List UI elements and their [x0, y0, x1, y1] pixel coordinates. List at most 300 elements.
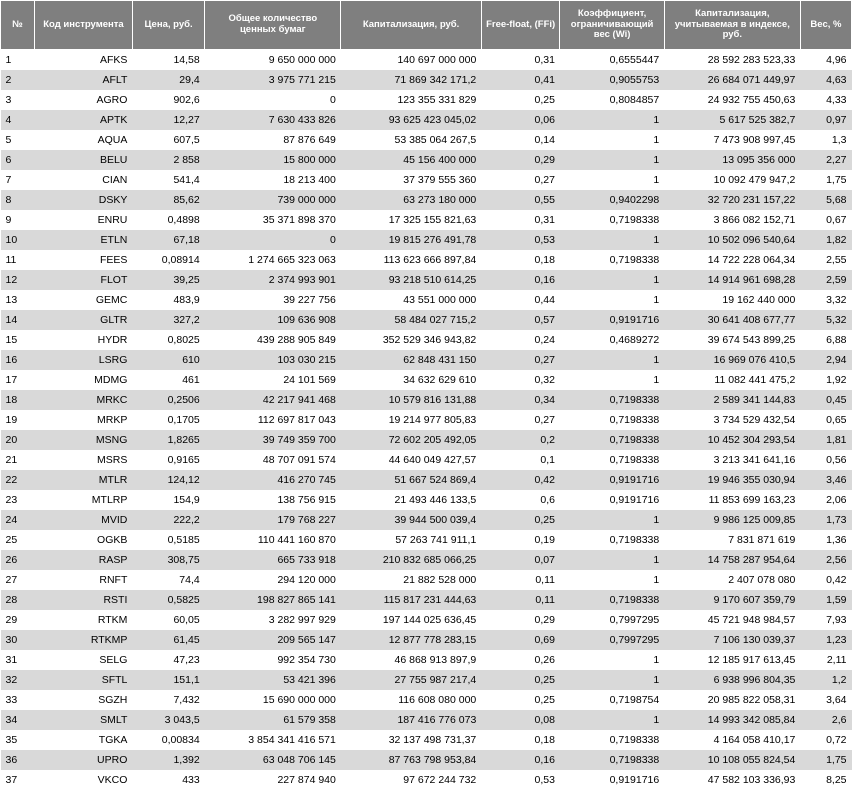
cell-weight-coefficient: 0,9191716 — [560, 490, 664, 510]
cell-number: 11 — [1, 250, 35, 270]
cell-instrument-code: GLTR — [35, 310, 133, 330]
cell-number: 29 — [1, 610, 35, 630]
cell-instrument-code: MDMG — [35, 370, 133, 390]
cell-capitalization: 197 144 025 636,45 — [341, 610, 481, 630]
cell-capitalization: 71 869 342 171,2 — [341, 70, 481, 90]
cell-total-securities: 61 579 358 — [205, 710, 341, 730]
cell-capitalization: 21 882 528 000 — [341, 570, 481, 590]
cell-weight-coefficient: 1 — [560, 550, 664, 570]
cell-number: 10 — [1, 230, 35, 250]
cell-free-float: 0,11 — [481, 590, 560, 610]
cell-free-float: 0,24 — [481, 330, 560, 350]
cell-instrument-code: SELG — [35, 650, 133, 670]
cell-weight-coefficient: 0,9191716 — [560, 310, 664, 330]
cell-instrument-code: MSNG — [35, 430, 133, 450]
cell-instrument-code: UPRO — [35, 750, 133, 770]
cell-free-float: 0,07 — [481, 550, 560, 570]
cell-free-float: 0,53 — [481, 770, 560, 790]
cell-capitalization: 210 832 685 066,25 — [341, 550, 481, 570]
cell-weight-percent: 1,81 — [800, 430, 851, 450]
cell-index-capitalization: 14 722 228 064,34 — [664, 250, 800, 270]
table-row — [1, 610, 852, 630]
cell-weight-percent: 2,56 — [800, 550, 851, 570]
cell-weight-percent: 5,32 — [800, 310, 851, 330]
cell-total-securities: 665 733 918 — [205, 550, 341, 570]
cell-instrument-code: TGKA — [35, 730, 133, 750]
cell-number: 34 — [1, 710, 35, 730]
cell-weight-percent: 0,97 — [800, 110, 851, 130]
cell-number: 17 — [1, 370, 35, 390]
cell-instrument-code: AFKS — [35, 50, 133, 71]
cell-free-float: 0,25 — [481, 90, 560, 110]
cell-number: 14 — [1, 310, 35, 330]
cell-weight-percent: 1,3 — [800, 130, 851, 150]
cell-capitalization: 43 551 000 000 — [341, 290, 481, 310]
cell-index-capitalization: 14 993 342 085,84 — [664, 710, 800, 730]
cell-price: 222,2 — [132, 510, 204, 530]
column-header-weight-percent: Вес, % — [800, 1, 851, 50]
cell-index-capitalization: 11 853 699 163,23 — [664, 490, 800, 510]
cell-free-float: 0,25 — [481, 670, 560, 690]
cell-total-securities: 294 120 000 — [205, 570, 341, 590]
cell-price: 12,27 — [132, 110, 204, 130]
cell-number: 8 — [1, 190, 35, 210]
cell-weight-percent: 1,59 — [800, 590, 851, 610]
table-row — [1, 310, 852, 330]
cell-number: 30 — [1, 630, 35, 650]
cell-instrument-code: RTKMP — [35, 630, 133, 650]
cell-weight-percent: 2,59 — [800, 270, 851, 290]
cell-weight-coefficient: 1 — [560, 650, 664, 670]
cell-number: 28 — [1, 590, 35, 610]
table-row — [1, 430, 852, 450]
cell-price: 2 858 — [132, 150, 204, 170]
cell-free-float: 0,29 — [481, 610, 560, 630]
cell-total-securities: 2 374 993 901 — [205, 270, 341, 290]
cell-weight-percent: 3,46 — [800, 470, 851, 490]
cell-capitalization: 116 608 080 000 — [341, 690, 481, 710]
cell-instrument-code: OGKB — [35, 530, 133, 550]
cell-weight-percent: 7,93 — [800, 610, 851, 630]
cell-number: 35 — [1, 730, 35, 750]
cell-instrument-code: MSRS — [35, 450, 133, 470]
cell-total-securities: 7 630 433 826 — [205, 110, 341, 130]
cell-index-capitalization: 13 095 356 000 — [664, 150, 800, 170]
cell-free-float: 0,27 — [481, 350, 560, 370]
table-row — [1, 650, 852, 670]
cell-weight-coefficient: 0,7997295 — [560, 630, 664, 650]
cell-total-securities: 53 421 396 — [205, 670, 341, 690]
table-row — [1, 510, 852, 530]
cell-instrument-code: CIAN — [35, 170, 133, 190]
column-header-total-securities: Общее количество ценных бумаг — [205, 1, 341, 50]
cell-instrument-code: SGZH — [35, 690, 133, 710]
cell-number: 16 — [1, 350, 35, 370]
cell-weight-percent: 3,32 — [800, 290, 851, 310]
cell-total-securities: 992 354 730 — [205, 650, 341, 670]
cell-number: 33 — [1, 690, 35, 710]
cell-weight-coefficient: 0,7198338 — [560, 750, 664, 770]
cell-weight-percent: 1,82 — [800, 230, 851, 250]
cell-index-capitalization: 14 758 287 954,64 — [664, 550, 800, 570]
cell-capitalization: 51 667 524 869,4 — [341, 470, 481, 490]
cell-total-securities: 138 756 915 — [205, 490, 341, 510]
cell-weight-percent: 0,45 — [800, 390, 851, 410]
cell-index-capitalization: 10 502 096 540,64 — [664, 230, 800, 250]
cell-weight-coefficient: 1 — [560, 270, 664, 290]
cell-free-float: 0,26 — [481, 650, 560, 670]
table-row — [1, 550, 852, 570]
cell-weight-percent: 0,67 — [800, 210, 851, 230]
cell-index-capitalization: 5 617 525 382,7 — [664, 110, 800, 130]
cell-total-securities: 9 650 000 000 — [205, 50, 341, 71]
table-row — [1, 390, 852, 410]
table-row — [1, 670, 852, 690]
cell-number: 26 — [1, 550, 35, 570]
cell-total-securities: 103 030 215 — [205, 350, 341, 370]
cell-price: 14,58 — [132, 50, 204, 71]
cell-index-capitalization: 7 473 908 997,45 — [664, 130, 800, 150]
cell-total-securities: 112 697 817 043 — [205, 410, 341, 430]
cell-free-float: 0,18 — [481, 730, 560, 750]
cell-index-capitalization: 28 592 283 523,33 — [664, 50, 800, 71]
cell-weight-coefficient: 1 — [560, 170, 664, 190]
cell-price: 67,18 — [132, 230, 204, 250]
cell-weight-coefficient: 1 — [560, 510, 664, 530]
cell-weight-coefficient: 1 — [560, 130, 664, 150]
cell-capitalization: 62 848 431 150 — [341, 350, 481, 370]
cell-number: 2 — [1, 70, 35, 90]
cell-price: 1,8265 — [132, 430, 204, 450]
cell-instrument-code: BELU — [35, 150, 133, 170]
cell-capitalization: 46 868 913 897,9 — [341, 650, 481, 670]
cell-number: 23 — [1, 490, 35, 510]
cell-instrument-code: FLOT — [35, 270, 133, 290]
cell-price: 1,392 — [132, 750, 204, 770]
cell-weight-percent: 4,63 — [800, 70, 851, 90]
cell-free-float: 0,53 — [481, 230, 560, 250]
table-row — [1, 50, 852, 71]
cell-free-float: 0,1 — [481, 450, 560, 470]
cell-price: 60,05 — [132, 610, 204, 630]
cell-weight-percent: 2,94 — [800, 350, 851, 370]
cell-instrument-code: AQUA — [35, 130, 133, 150]
cell-number: 22 — [1, 470, 35, 490]
table-row — [1, 590, 852, 610]
cell-weight-coefficient: 1 — [560, 230, 664, 250]
cell-total-securities: 15 800 000 — [205, 150, 341, 170]
cell-capitalization: 87 763 798 953,84 — [341, 750, 481, 770]
cell-number: 5 — [1, 130, 35, 150]
cell-instrument-code: MTLRP — [35, 490, 133, 510]
cell-free-float: 0,57 — [481, 310, 560, 330]
cell-index-capitalization: 3 734 529 432,54 — [664, 410, 800, 430]
cell-total-securities: 227 874 940 — [205, 770, 341, 790]
cell-weight-percent: 4,33 — [800, 90, 851, 110]
cell-number: 37 — [1, 770, 35, 790]
cell-weight-percent: 2,27 — [800, 150, 851, 170]
cell-number: 9 — [1, 210, 35, 230]
cell-index-capitalization: 2 589 341 144,83 — [664, 390, 800, 410]
cell-price: 151,1 — [132, 670, 204, 690]
cell-weight-percent: 1,23 — [800, 630, 851, 650]
cell-weight-percent: 3,64 — [800, 690, 851, 710]
cell-weight-percent: 2,55 — [800, 250, 851, 270]
cell-capitalization: 93 625 423 045,02 — [341, 110, 481, 130]
cell-weight-percent: 2,6 — [800, 710, 851, 730]
cell-index-capitalization: 3 866 082 152,71 — [664, 210, 800, 230]
cell-weight-coefficient: 0,7198338 — [560, 410, 664, 430]
cell-price: 541,4 — [132, 170, 204, 190]
cell-instrument-code: RASP — [35, 550, 133, 570]
cell-index-capitalization: 10 108 055 824,54 — [664, 750, 800, 770]
cell-index-capitalization: 45 721 948 984,57 — [664, 610, 800, 630]
table-row — [1, 470, 852, 490]
cell-total-securities: 39 749 359 700 — [205, 430, 341, 450]
cell-price: 902,6 — [132, 90, 204, 110]
cell-instrument-code: ETLN — [35, 230, 133, 250]
table-row — [1, 410, 852, 430]
cell-price: 0,1705 — [132, 410, 204, 430]
cell-number: 6 — [1, 150, 35, 170]
cell-free-float: 0,25 — [481, 690, 560, 710]
cell-free-float: 0,08 — [481, 710, 560, 730]
cell-index-capitalization: 47 582 103 336,93 — [664, 770, 800, 790]
cell-free-float: 0,14 — [481, 130, 560, 150]
cell-number: 15 — [1, 330, 35, 350]
cell-capitalization: 27 755 987 217,4 — [341, 670, 481, 690]
cell-weight-percent: 1,92 — [800, 370, 851, 390]
cell-capitalization: 21 493 446 133,5 — [341, 490, 481, 510]
table-row — [1, 370, 852, 390]
table-row — [1, 70, 852, 90]
cell-weight-coefficient: 0,7198338 — [560, 590, 664, 610]
cell-price: 39,25 — [132, 270, 204, 290]
cell-weight-coefficient: 0,7198338 — [560, 530, 664, 550]
cell-weight-percent: 1,2 — [800, 670, 851, 690]
cell-price: 0,8025 — [132, 330, 204, 350]
table-body — [1, 50, 852, 790]
cell-weight-coefficient: 0,8084857 — [560, 90, 664, 110]
cell-price: 610 — [132, 350, 204, 370]
cell-number: 27 — [1, 570, 35, 590]
cell-index-capitalization: 19 946 355 030,94 — [664, 470, 800, 490]
cell-instrument-code: GEMC — [35, 290, 133, 310]
cell-index-capitalization: 30 641 408 677,77 — [664, 310, 800, 330]
cell-capitalization: 123 355 331 829 — [341, 90, 481, 110]
column-header-instrument-code: Код инструмента — [35, 1, 133, 50]
table-row — [1, 710, 852, 730]
cell-total-securities: 739 000 000 — [205, 190, 341, 210]
cell-number: 24 — [1, 510, 35, 530]
cell-total-securities: 3 854 341 416 571 — [205, 730, 341, 750]
cell-price: 0,2506 — [132, 390, 204, 410]
cell-index-capitalization: 4 164 058 410,17 — [664, 730, 800, 750]
cell-price: 124,12 — [132, 470, 204, 490]
cell-total-securities: 48 707 091 574 — [205, 450, 341, 470]
cell-total-securities: 110 441 160 870 — [205, 530, 341, 550]
table-row — [1, 330, 852, 350]
cell-price: 154,9 — [132, 490, 204, 510]
cell-instrument-code: HYDR — [35, 330, 133, 350]
cell-total-securities: 63 048 706 145 — [205, 750, 341, 770]
cell-weight-coefficient: 0,9191716 — [560, 470, 664, 490]
cell-capitalization: 39 944 500 039,4 — [341, 510, 481, 530]
cell-weight-coefficient: 1 — [560, 150, 664, 170]
cell-price: 0,00834 — [132, 730, 204, 750]
column-header-index-capitalization: Капитализация, учитываемая в индексе, руб. — [664, 1, 800, 50]
cell-instrument-code: MTLR — [35, 470, 133, 490]
cell-index-capitalization: 2 407 078 080 — [664, 570, 800, 590]
cell-weight-percent: 1,36 — [800, 530, 851, 550]
cell-index-capitalization: 10 092 479 947,2 — [664, 170, 800, 190]
cell-free-float: 0,41 — [481, 70, 560, 90]
cell-weight-percent: 0,72 — [800, 730, 851, 750]
cell-number: 20 — [1, 430, 35, 450]
cell-number: 4 — [1, 110, 35, 130]
table-header — [1, 1, 852, 50]
cell-number: 18 — [1, 390, 35, 410]
cell-weight-coefficient: 1 — [560, 710, 664, 730]
cell-weight-percent: 0,42 — [800, 570, 851, 590]
cell-price: 0,5825 — [132, 590, 204, 610]
cell-free-float: 0,32 — [481, 370, 560, 390]
cell-total-securities: 0 — [205, 230, 341, 250]
cell-price: 607,5 — [132, 130, 204, 150]
cell-capitalization: 72 602 205 492,05 — [341, 430, 481, 450]
cell-total-securities: 15 690 000 000 — [205, 690, 341, 710]
cell-weight-coefficient: 0,7198338 — [560, 450, 664, 470]
cell-number: 31 — [1, 650, 35, 670]
cell-index-capitalization: 19 162 440 000 — [664, 290, 800, 310]
cell-number: 36 — [1, 750, 35, 770]
cell-capitalization: 12 877 778 283,15 — [341, 630, 481, 650]
cell-index-capitalization: 7 831 871 619 — [664, 530, 800, 550]
cell-weight-percent: 6,88 — [800, 330, 851, 350]
cell-capitalization: 44 640 049 427,57 — [341, 450, 481, 470]
cell-weight-percent: 1,75 — [800, 170, 851, 190]
table-row — [1, 450, 852, 470]
cell-free-float: 0,2 — [481, 430, 560, 450]
cell-number: 7 — [1, 170, 35, 190]
cell-index-capitalization: 16 969 076 410,5 — [664, 350, 800, 370]
cell-index-capitalization: 10 452 304 293,54 — [664, 430, 800, 450]
cell-index-capitalization: 6 938 996 804,35 — [664, 670, 800, 690]
table-row — [1, 190, 852, 210]
table-row — [1, 110, 852, 130]
cell-free-float: 0,29 — [481, 150, 560, 170]
table-row — [1, 170, 852, 190]
cell-capitalization: 58 484 027 715,2 — [341, 310, 481, 330]
cell-instrument-code: ENRU — [35, 210, 133, 230]
cell-weight-coefficient: 1 — [560, 370, 664, 390]
table-row — [1, 150, 852, 170]
cell-weight-percent: 0,65 — [800, 410, 851, 430]
cell-index-capitalization: 32 720 231 157,22 — [664, 190, 800, 210]
cell-total-securities: 0 — [205, 90, 341, 110]
cell-instrument-code: VKCO — [35, 770, 133, 790]
cell-price: 0,5185 — [132, 530, 204, 550]
cell-instrument-code: MVID — [35, 510, 133, 530]
cell-capitalization: 34 632 629 610 — [341, 370, 481, 390]
cell-capitalization: 32 137 498 731,37 — [341, 730, 481, 750]
cell-number: 19 — [1, 410, 35, 430]
cell-free-float: 0,18 — [481, 250, 560, 270]
cell-price: 461 — [132, 370, 204, 390]
cell-total-securities: 198 827 865 141 — [205, 590, 341, 610]
cell-free-float: 0,44 — [481, 290, 560, 310]
cell-capitalization: 97 672 244 732 — [341, 770, 481, 790]
cell-instrument-code: SMLT — [35, 710, 133, 730]
table-row — [1, 750, 852, 770]
cell-free-float: 0,19 — [481, 530, 560, 550]
cell-instrument-code: MRKC — [35, 390, 133, 410]
table-row — [1, 270, 852, 290]
cell-number: 32 — [1, 670, 35, 690]
cell-index-capitalization: 12 185 917 613,45 — [664, 650, 800, 670]
cell-weight-coefficient: 0,7198338 — [560, 210, 664, 230]
cell-price: 29,4 — [132, 70, 204, 90]
table-row — [1, 770, 852, 790]
cell-instrument-code: FEES — [35, 250, 133, 270]
column-header-price: Цена, руб. — [132, 1, 204, 50]
cell-free-float: 0,69 — [481, 630, 560, 650]
table-row — [1, 210, 852, 230]
cell-free-float: 0,11 — [481, 570, 560, 590]
cell-price: 0,4898 — [132, 210, 204, 230]
table-row — [1, 230, 852, 250]
cell-capitalization: 187 416 776 073 — [341, 710, 481, 730]
cell-weight-coefficient: 0,9402298 — [560, 190, 664, 210]
cell-weight-coefficient: 0,7198338 — [560, 250, 664, 270]
cell-total-securities: 3 282 997 929 — [205, 610, 341, 630]
cell-total-securities: 18 213 400 — [205, 170, 341, 190]
cell-price: 7,432 — [132, 690, 204, 710]
cell-weight-coefficient: 0,7198338 — [560, 390, 664, 410]
cell-total-securities: 179 768 227 — [205, 510, 341, 530]
column-header-free-float: Free-float, (FFi) — [481, 1, 560, 50]
cell-free-float: 0,27 — [481, 410, 560, 430]
cell-capitalization: 57 263 741 911,1 — [341, 530, 481, 550]
cell-instrument-code: RSTI — [35, 590, 133, 610]
column-header-number: № — [1, 1, 35, 50]
cell-total-securities: 35 371 898 370 — [205, 210, 341, 230]
cell-price: 433 — [132, 770, 204, 790]
cell-total-securities: 39 227 756 — [205, 290, 341, 310]
cell-free-float: 0,55 — [481, 190, 560, 210]
cell-total-securities: 3 975 771 215 — [205, 70, 341, 90]
cell-weight-percent: 1,75 — [800, 750, 851, 770]
cell-weight-coefficient: 1 — [560, 290, 664, 310]
cell-weight-percent: 2,06 — [800, 490, 851, 510]
cell-total-securities: 24 101 569 — [205, 370, 341, 390]
cell-instrument-code: APTK — [35, 110, 133, 130]
cell-free-float: 0,27 — [481, 170, 560, 190]
cell-capitalization: 93 218 510 614,25 — [341, 270, 481, 290]
cell-free-float: 0,34 — [481, 390, 560, 410]
cell-price: 0,08914 — [132, 250, 204, 270]
table-row — [1, 570, 852, 590]
cell-weight-percent: 4,96 — [800, 50, 851, 71]
cell-instrument-code: MRKP — [35, 410, 133, 430]
cell-free-float: 0,16 — [481, 270, 560, 290]
cell-index-capitalization: 9 986 125 009,85 — [664, 510, 800, 530]
cell-index-capitalization: 24 932 755 450,63 — [664, 90, 800, 110]
cell-capitalization: 45 156 400 000 — [341, 150, 481, 170]
cell-weight-coefficient: 1 — [560, 570, 664, 590]
cell-index-capitalization: 7 106 130 039,37 — [664, 630, 800, 650]
cell-price: 483,9 — [132, 290, 204, 310]
